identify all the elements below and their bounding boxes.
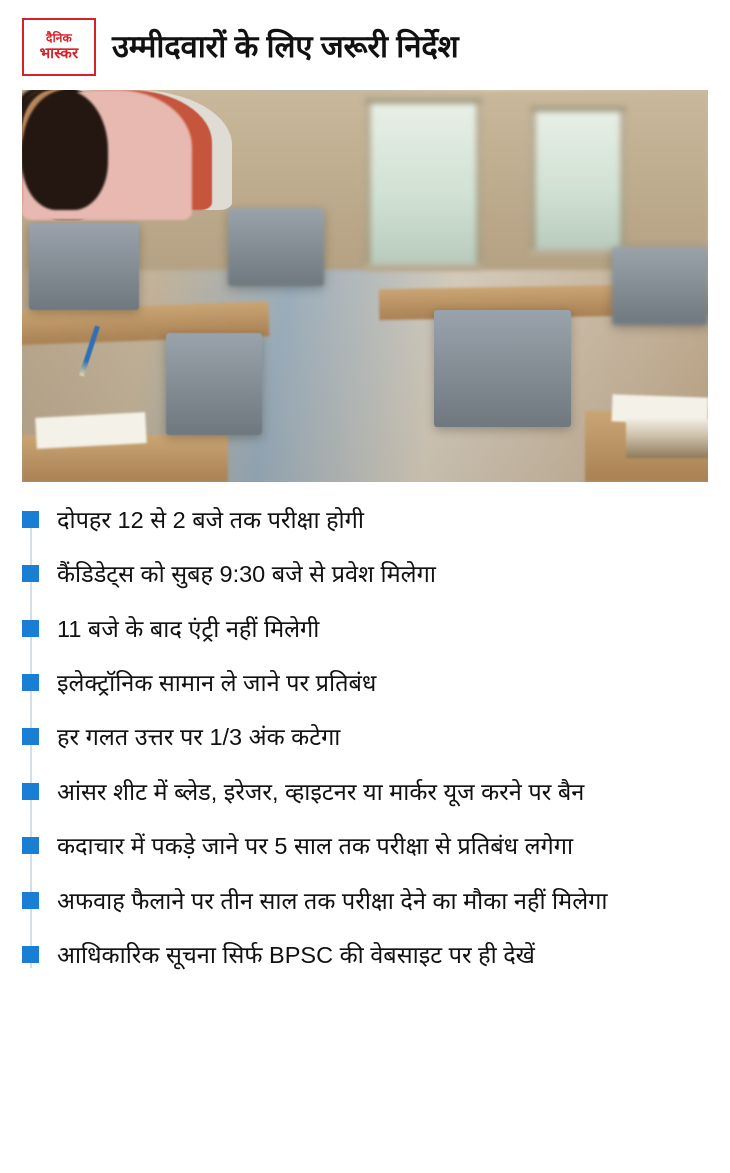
monitor-back-4 [612, 247, 708, 325]
hero-image [22, 90, 708, 482]
list-item-label: 11 बजे के बाद एंट्री नहीं मिलेगी [57, 615, 320, 642]
square-bullet-icon [22, 892, 39, 909]
list-item [22, 504, 708, 537]
list-item [22, 830, 708, 863]
monitor-foreground-left [166, 333, 262, 435]
list-item [22, 558, 708, 591]
list-item-label: अफवाह फैलाने पर तीन साल तक परीक्षा देने का मौका नहीं मिलेगा [57, 887, 608, 914]
instructions-list [22, 504, 708, 972]
window-right [530, 106, 626, 255]
list-item [22, 667, 708, 700]
logo-line-2: भास्कर [39, 44, 79, 62]
square-bullet-icon [22, 674, 39, 691]
monitor-back-2 [228, 208, 324, 286]
list-item-label: कैंडिडेट्स को सुबह 9:30 बजे से प्रवेश मिलेगा [57, 561, 436, 588]
monitor-left [29, 223, 139, 309]
square-bullet-icon [22, 728, 39, 745]
square-bullet-icon [22, 620, 39, 637]
books-stack [626, 419, 708, 458]
answer-sheet-left [35, 413, 146, 450]
square-bullet-icon [22, 837, 39, 854]
list-item-label: इलेक्ट्रॉनिक सामान ले जाने पर प्रतिबंध [57, 670, 377, 697]
list-item [22, 776, 708, 809]
card-header [0, 0, 730, 84]
window-left [365, 98, 482, 270]
square-bullet-icon [22, 783, 39, 800]
list-item [22, 613, 708, 646]
hero-scene [22, 90, 708, 482]
square-bullet-icon [22, 946, 39, 963]
list-item-label: आधिकारिक सूचना सिर्फ BPSC की वेबसाइट पर ही देखें [57, 941, 535, 968]
page-title: उम्मीदवारों के लिए जरूरी निर्देश [112, 29, 459, 65]
list-item [22, 721, 708, 754]
list-item [22, 885, 708, 918]
square-bullet-icon [22, 511, 39, 528]
monitor-foreground-center [434, 310, 571, 428]
dainik-bhaskar-logo [22, 18, 96, 76]
list-item-label: दोपहर 12 से 2 बजे तक परीक्षा होगी [57, 507, 364, 533]
list-item [22, 939, 708, 972]
list-item-label: आंसर शीट में ब्लेड, इरेजर, व्हाइटनर या मार्कर यूज करने पर बैन [57, 778, 585, 805]
logo-line-1: दैनिक [46, 30, 72, 45]
list-item-label: कदाचार में पकड़े जाने पर 5 साल तक परीक्षा से प्रतिबंध लगेगा [57, 833, 574, 860]
square-bullet-icon [22, 565, 39, 582]
list-item-label: हर गलत उत्तर पर 1/3 अंक कटेगा [57, 724, 341, 751]
